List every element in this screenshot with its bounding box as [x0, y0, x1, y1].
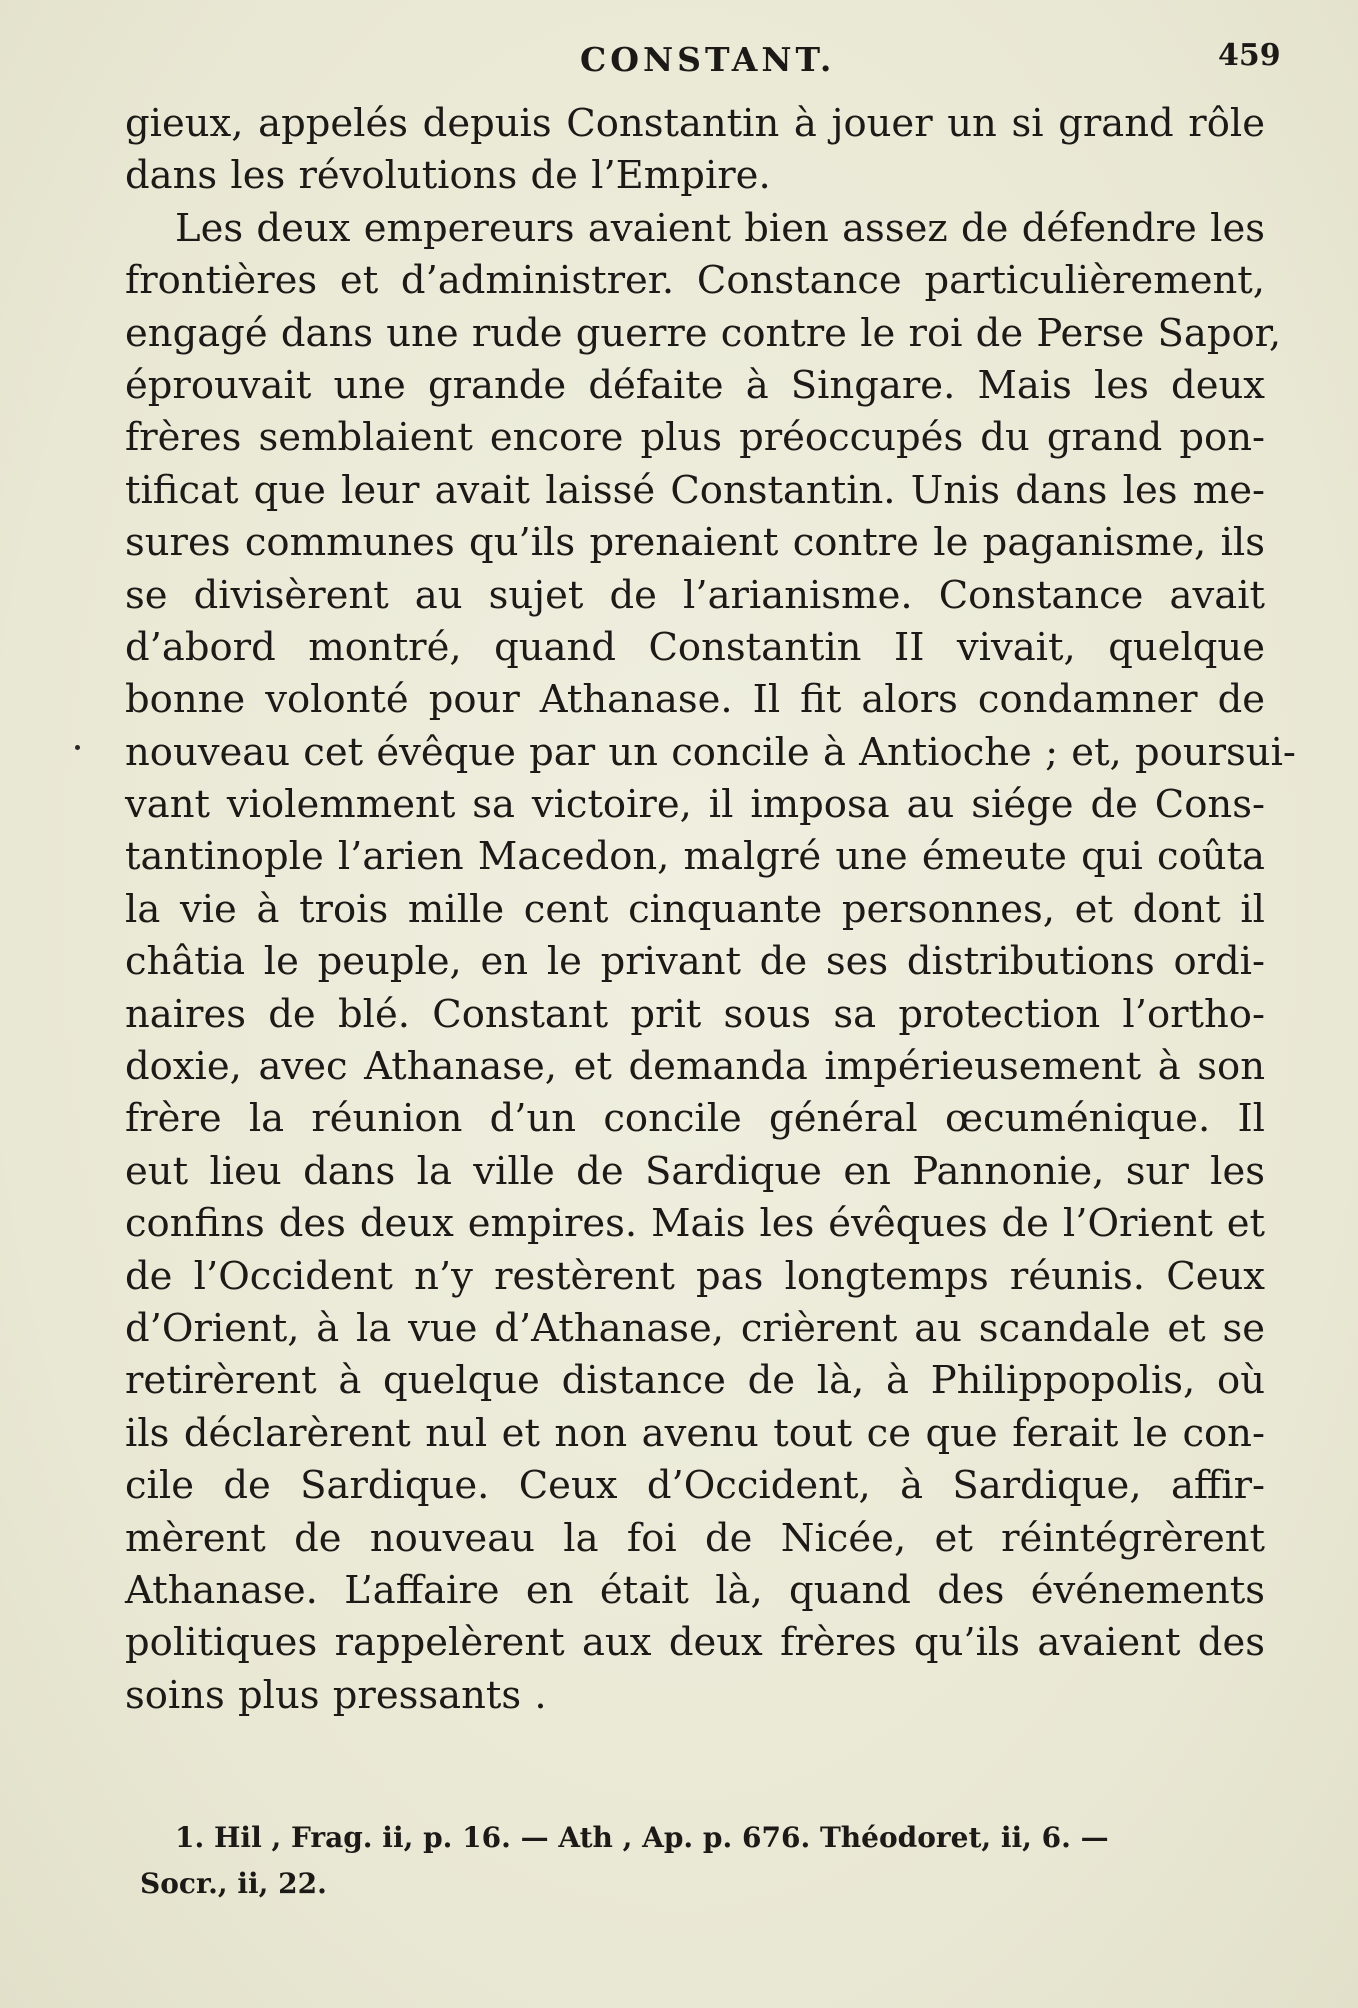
running-header — [0, 36, 1358, 84]
text-line: politiques rappelèrent aux deux frères qu’ils avaient des — [125, 1620, 1265, 1666]
text-line: eut lieu dans la ville de Sardique en Pannonie, sur les — [125, 1148, 1265, 1194]
text-line: doxie, avec Athanase, et demanda impérieusement à son — [125, 1044, 1265, 1090]
body-text — [125, 98, 1296, 1722]
text-line: sures communes qu’ils prenaient contre le paganisme, ils — [125, 520, 1265, 566]
running-title: CONSTANT. — [580, 40, 836, 79]
text-line: Les deux empereurs avaient bien assez de défendre les — [175, 205, 1265, 251]
text-line: ils déclarèrent nul et non avenu tout ce que ferait le con- — [125, 1410, 1265, 1456]
footnotes — [140, 1815, 1260, 1907]
text-line: bonne volonté pour Athanase. Il fit alors condamner de — [125, 677, 1265, 723]
text-line: châtia le peuple, en le privant de ses distributions ordi- — [125, 939, 1265, 985]
text-line: cile de Sardique. Ceux d’Occident, à Sardique, affir- — [125, 1463, 1265, 1509]
text-line: Athanase. L’affaire en était là, quand des événements — [125, 1567, 1265, 1613]
text-line: de l’Occident n’y restèrent pas longtemps réunis. Ceux — [125, 1253, 1265, 1299]
text-line: la vie à trois mille cent cinquante personnes, et dont il — [125, 886, 1265, 932]
text-line: éprouvait une grande défaite à Singare. Mais les deux — [125, 362, 1265, 408]
text-line: retirèrent à quelque distance de là, à Philippopolis, où — [125, 1358, 1265, 1404]
text-line: soins plus pressants . — [125, 1672, 547, 1718]
text-line: tantinople l’arien Macedon, malgré une émeute qui coûta — [125, 834, 1265, 880]
text-line: vant violemment sa victoire, il imposa au siége de Cons- — [125, 782, 1265, 828]
text-line: mèrent de nouveau la foi de Nicée, et réintégrèrent — [125, 1515, 1265, 1561]
text-line: tificat que leur avait laissé Constantin. Unis dans les me- — [125, 467, 1265, 513]
text-line: confins des deux empires. Mais les évêques de l’Orient et — [125, 1201, 1265, 1247]
footnote-line: 1. Hil , Frag. ii, p. 16. — Ath , Ap. p. 676. Théodoret, ii, 6. — — [175, 1821, 1109, 1854]
text-line: naires de blé. Constant prit sous sa protection l’ortho- — [125, 991, 1265, 1037]
text-line: dans les révolutions de l’Empire. — [125, 153, 771, 199]
text-line: gieux, appelés depuis Constantin à jouer un si grand rôle — [125, 101, 1265, 146]
ink-speck — [75, 745, 80, 750]
text-line: frontières et d’administrer. Constance particulièrement, — [125, 258, 1265, 304]
text-line: engagé dans une rude guerre contre le roi de Perse Sapor, — [125, 310, 1282, 356]
page-number: 459 — [1218, 38, 1281, 73]
footnote-line: Socr., ii, 22. — [140, 1867, 327, 1900]
text-line: frères semblaient encore plus préoccupés du grand pon- — [125, 415, 1265, 461]
text-line: d’Orient, à la vue d’Athanase, crièrent au scandale et se — [125, 1305, 1265, 1351]
text-line: d’abord montré, quand Constantin II vivait, quelque — [125, 624, 1265, 670]
text-line: se divisèrent au sujet de l’arianisme. Constance avait — [125, 572, 1265, 618]
text-line: frère la réunion d’un concile général œcuménique. Il — [125, 1096, 1265, 1142]
text-line: nouveau cet évêque par un concile à Antioche ; et, poursui- — [125, 729, 1296, 775]
